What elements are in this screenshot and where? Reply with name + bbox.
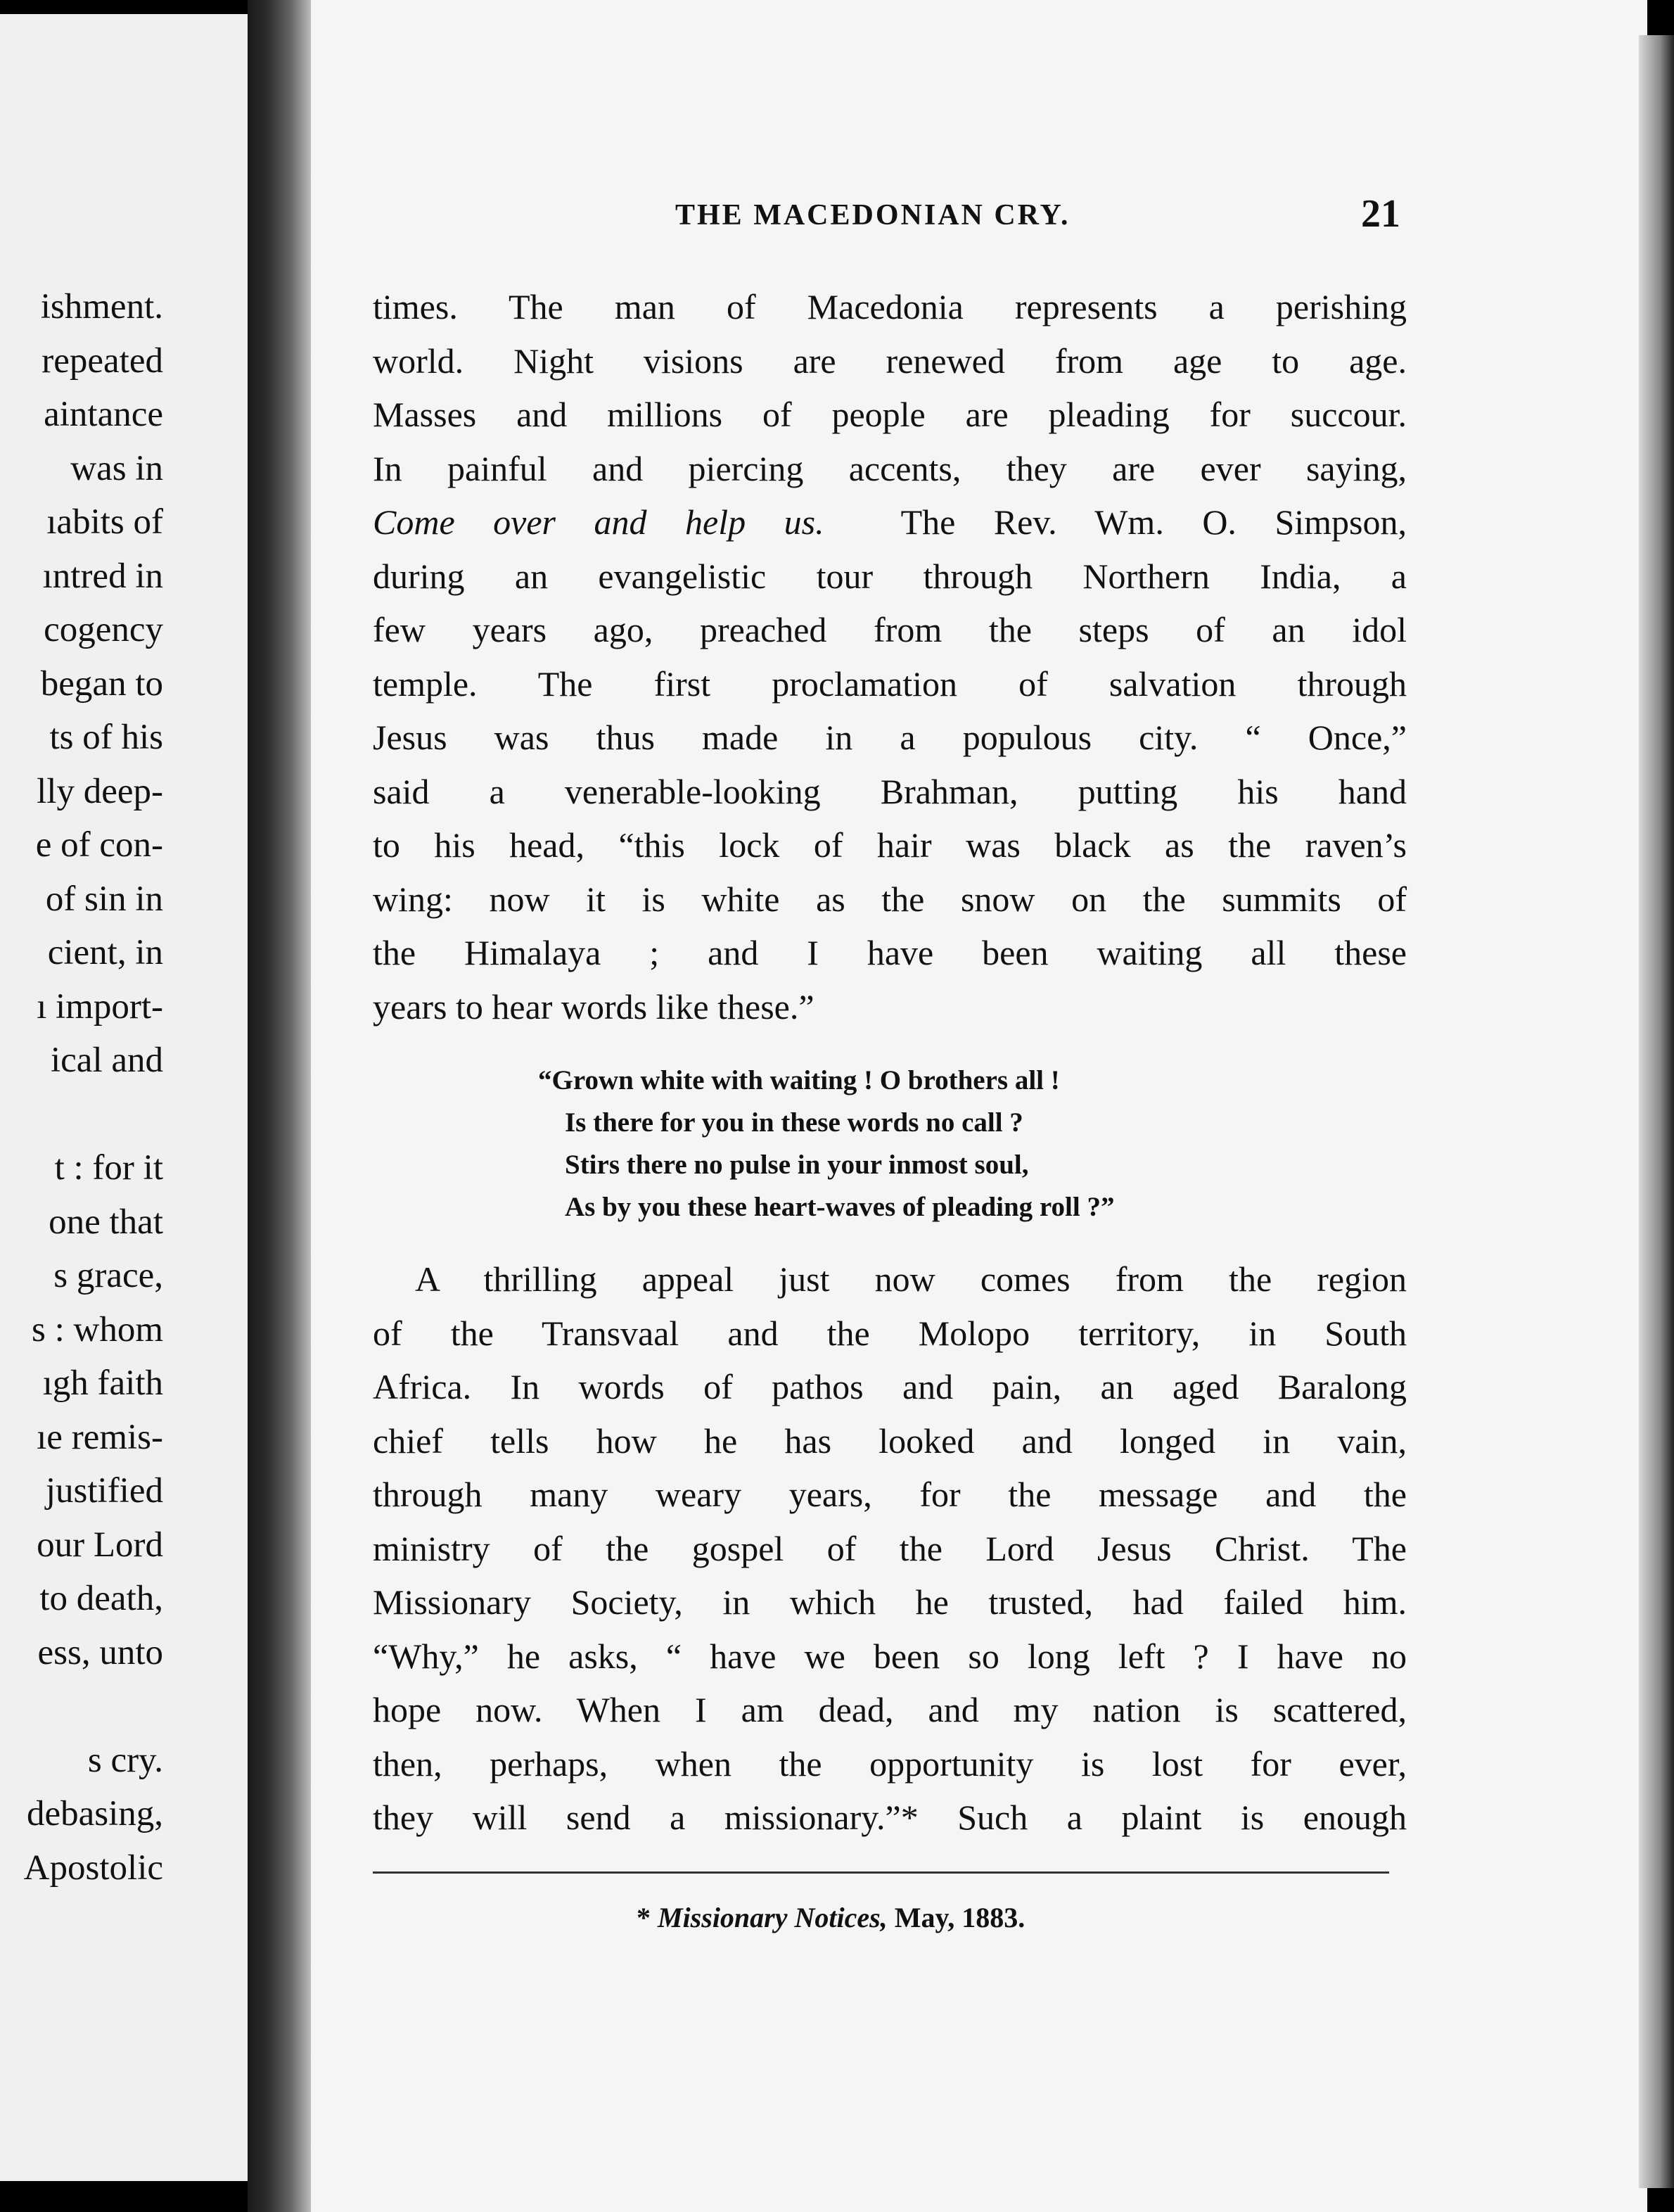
- text-line: years to hear words like these.”: [373, 986, 814, 1026]
- page-edge: [1639, 35, 1674, 2188]
- left-line: ıabits of: [46, 502, 163, 542]
- footnote: [637, 1901, 1025, 1934]
- left-line: began to: [40, 663, 163, 704]
- text-line: the Himalaya ; and I have been waiting all these: [373, 933, 1407, 972]
- text-line: they will send a missionary.”* Such a plaint is enough: [373, 1798, 1407, 1837]
- left-line: e of con-: [35, 825, 163, 865]
- left-line: s : whom: [31, 1309, 163, 1349]
- text-line: wing: now it is white as the snow on the summits of: [373, 879, 1407, 919]
- left-line: s grace,: [53, 1256, 163, 1295]
- left-line: one that: [49, 1202, 163, 1242]
- text-line: Africa. In words of pathos and pain, an aged Baralong: [373, 1367, 1407, 1406]
- left-line: repeated: [41, 341, 163, 381]
- text-line-mixed: [373, 495, 1407, 549]
- text-line: said a venerable-looking Brahman, putting his hand: [373, 771, 1407, 811]
- poem-line: Stirs there no pulse in your inmost soul,: [565, 1150, 1029, 1180]
- text-fragment: The Rev. Wm. O. Simpson,: [900, 502, 1407, 542]
- left-line: ıntred in: [42, 556, 163, 596]
- poem-line: Is there for you in these words no call ?: [565, 1107, 1023, 1138]
- text-line: ministry of the gospel of the Lord Jesus Christ. The: [373, 1528, 1407, 1568]
- text-line: “Why,” he asks, “ have we been so long left ? I have no: [373, 1636, 1407, 1676]
- text-line: Masses and millions of people are pleading for succour.: [373, 395, 1407, 434]
- text-line: of the Transvaal and the Molopo territory, in South: [373, 1313, 1407, 1353]
- text-line: Missionary Society, in which he trusted, had failed him.: [373, 1582, 1407, 1622]
- left-line: cient, in: [47, 933, 163, 972]
- running-head: THE MACEDONIAN CRY.: [675, 199, 1071, 231]
- text-line: during an evangelistic tour through Northern India, a: [373, 556, 1407, 596]
- paragraph-1: [373, 280, 1407, 1034]
- left-line: ı import-: [37, 986, 163, 1026]
- text-line: times. The man of Macedonia represents a perishing: [373, 287, 1407, 326]
- text-line: few years ago, preached from the steps of an idol: [373, 610, 1407, 649]
- text-line: Jesus was thus made in a populous city. “ Once,”: [373, 718, 1407, 757]
- left-line: t : for it: [54, 1148, 163, 1188]
- left-line: ıgh faith: [42, 1364, 163, 1403]
- text-line: to his head, “this lock of hair was black as the raven’s: [373, 825, 1407, 865]
- left-line: ts of his: [49, 718, 163, 757]
- book-gutter: [248, 0, 311, 2212]
- left-line: [24, 1679, 163, 1734]
- left-line: aintance: [44, 395, 163, 434]
- poem-line: As by you these heart-waves of pleading roll ?”: [565, 1192, 1115, 1222]
- left-line: of sin in: [45, 879, 163, 919]
- left-line: our Lord: [37, 1525, 163, 1565]
- left-line: ıe remis-: [37, 1417, 163, 1457]
- left-line: justified: [45, 1471, 163, 1511]
- paragraph-2: [373, 1252, 1407, 1845]
- left-line: Apostolic: [23, 1848, 163, 1888]
- left-line: cogency: [44, 610, 163, 649]
- footnote-marker: *: [637, 1902, 651, 1933]
- left-line: was in: [70, 448, 163, 488]
- left-line: lly deep-: [37, 771, 163, 811]
- left-page-text: [24, 280, 163, 1895]
- text-line: chief tells how he has looked and longed in vain,: [373, 1420, 1407, 1461]
- text-line: In painful and piercing accents, they are ever saying,: [373, 448, 1407, 488]
- text-line: hope now. When I am dead, and my nation is scattered,: [373, 1690, 1407, 1729]
- left-line: ical and: [51, 1041, 163, 1080]
- left-line: ishment.: [40, 287, 163, 326]
- footnote-rule: [373, 1871, 1389, 1874]
- footnote-date: May, 1883.: [894, 1902, 1026, 1933]
- poem-quote: [538, 1060, 1114, 1228]
- text-line: then, perhaps, when the opportunity is lost for ever,: [373, 1743, 1407, 1784]
- text-line: world. Night visions are renewed from age to age.: [373, 341, 1407, 381]
- left-line: s cry.: [87, 1740, 163, 1780]
- left-line: to death,: [39, 1579, 163, 1618]
- page-number: 21: [1361, 192, 1400, 236]
- text-line: through many weary years, for the message and the: [373, 1475, 1407, 1514]
- text-line: temple. The first proclamation of salvation through: [373, 663, 1407, 704]
- left-line: ess, unto: [37, 1632, 163, 1672]
- left-facing-page: [0, 14, 248, 2181]
- poem-line: “Grown white with waiting ! O brothers all !: [538, 1065, 1060, 1095]
- footnote-source: Missionary Notices,: [658, 1902, 888, 1933]
- text-line: A thrilling appeal just now comes from the region: [415, 1259, 1407, 1299]
- left-line: debasing,: [26, 1794, 163, 1833]
- italic-phrase: Come over and help us.: [373, 502, 824, 542]
- left-line: [24, 1088, 163, 1142]
